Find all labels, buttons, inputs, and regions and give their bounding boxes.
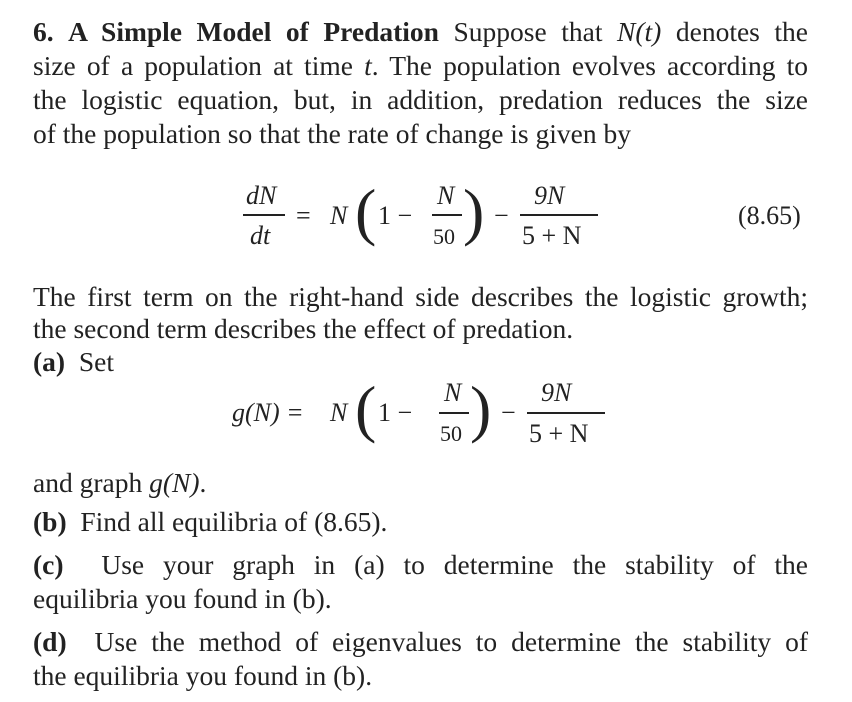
part-a-graph-text: .: [199, 467, 207, 498]
part-b-label: (b): [33, 506, 67, 537]
fraction-bar: [520, 214, 598, 216]
part-d-line-2: the equilibria you found in (b).: [33, 660, 373, 691]
problem-text: denotes the: [661, 16, 808, 47]
fraction-bar: [432, 214, 462, 216]
open-paren: (: [355, 373, 377, 444]
close-paren: ): [470, 373, 492, 444]
N-factor: N: [330, 398, 348, 427]
one-minus: 1 −: [378, 398, 413, 427]
fraction-bar: [243, 214, 285, 216]
part-a-label: (a): [33, 346, 66, 377]
part-b-text: Find all equilibria of (8.65).: [80, 506, 388, 537]
problem-text: Suppose that: [453, 16, 618, 47]
one-minus: 1 −: [378, 201, 413, 230]
part-a-graph: [33, 466, 206, 500]
problem-line-3: the logistic equation, but, in addition, predation reduces the size: [33, 84, 808, 115]
g-lhs: g(N) =: [232, 398, 304, 427]
open-paren: (: [355, 176, 377, 247]
equals-sign: =: [296, 201, 311, 230]
part-d-text: Use the method of eigenvalues to determine the stability of: [94, 626, 809, 657]
part-c-text: Use your graph in (a) to determine the stability of the: [101, 549, 809, 580]
rhs-denominator: 5 + N: [529, 419, 589, 448]
problem-text: size of a population at time: [33, 50, 365, 81]
part-d-line-1: [33, 625, 808, 659]
g-function: g(N): [149, 467, 200, 498]
problem-line-1: [33, 15, 808, 49]
part-c-line-2: equilibria you found in (b).: [33, 583, 332, 614]
problem-number: 6.: [33, 16, 54, 47]
inner-numerator: N: [437, 181, 455, 210]
fraction-bar: [439, 412, 469, 414]
problem-line-2: [33, 49, 808, 83]
N-factor: N: [330, 201, 348, 230]
inner-denominator: 50: [433, 224, 455, 249]
minus-sign: −: [501, 398, 516, 427]
rhs-numerator: 9N: [534, 181, 565, 210]
part-b: [33, 505, 387, 539]
inner-numerator: N: [444, 378, 462, 407]
paragraph-line-1: The first term on the right-hand side describes the logistic growth;: [33, 281, 808, 312]
equation-label: (8.65): [738, 201, 801, 230]
minus-sign: −: [494, 201, 509, 230]
rhs-numerator: 9N: [541, 378, 572, 407]
part-d-label: (d): [33, 626, 67, 657]
part-c-line-1: [33, 548, 808, 582]
time-variable: t: [364, 50, 372, 81]
problem-title: A Simple Model of Predation: [68, 16, 439, 47]
population-function: N(t): [617, 16, 662, 47]
close-paren: ): [463, 176, 485, 247]
dt-denominator: dt: [250, 221, 271, 250]
problem-text: . The population evolves according to: [371, 50, 808, 81]
part-a-graph-text: and graph: [33, 467, 150, 498]
part-a-text: Set: [78, 346, 114, 377]
part-c-label: (c): [33, 549, 64, 580]
problem-line-4: of the population so that the rate of change is given by: [33, 118, 631, 149]
rhs-denominator: 5 + N: [522, 221, 582, 250]
paragraph-line-2: the second term describes the effect of predation.: [33, 313, 574, 344]
dN-numerator: dN: [246, 181, 277, 210]
inner-denominator: 50: [440, 421, 462, 446]
fraction-bar: [527, 412, 605, 414]
part-a: [33, 345, 114, 379]
